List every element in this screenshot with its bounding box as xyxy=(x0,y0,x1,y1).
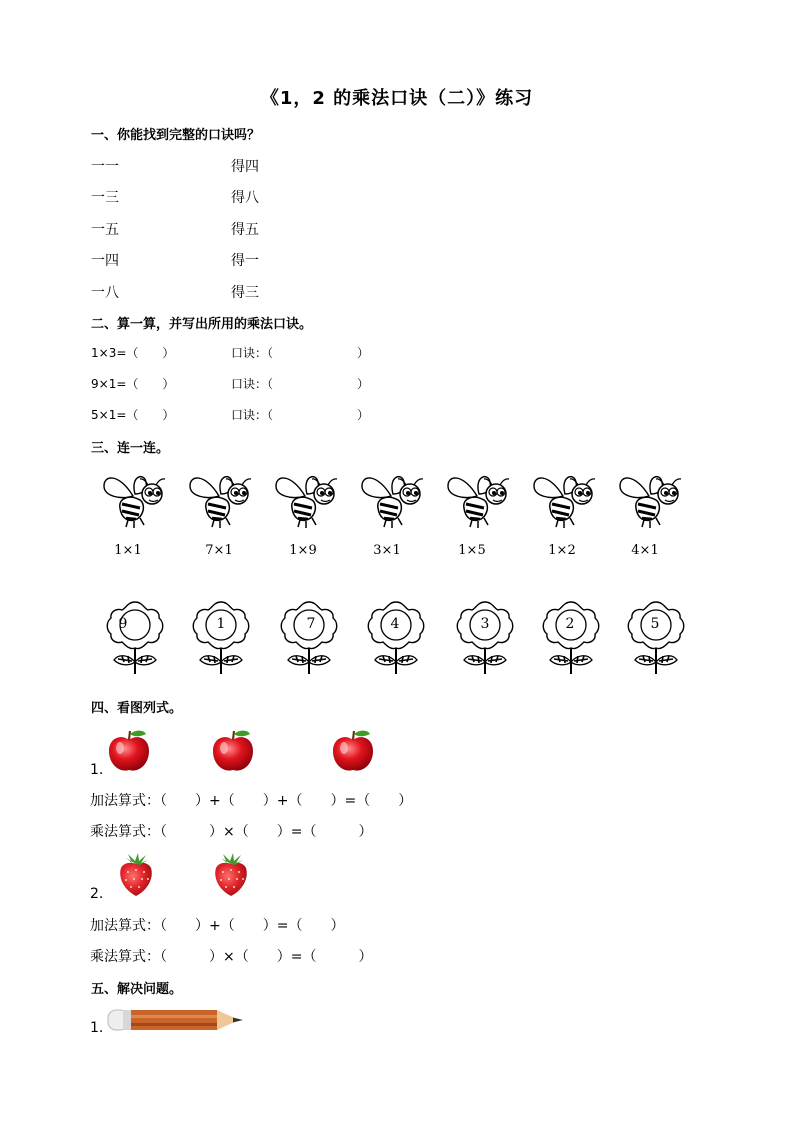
section-1-heading: 一、你能找到完整的口诀吗？ xyxy=(91,128,261,143)
section-3-heading: 三、连一连。 xyxy=(91,441,170,456)
section-2-heading: 二、算一算，并写出所用的乘法口诀。 xyxy=(91,317,313,332)
q1-left-2: 一三 xyxy=(91,190,119,206)
section-4-heading: 四、看图列式。 xyxy=(91,701,183,716)
bee-label-4: 3×1 xyxy=(373,543,401,558)
flower-icon xyxy=(188,598,254,676)
problem-5-1-number: 1. xyxy=(90,1020,104,1036)
page-title: 《1，2 的乘法口诀（二）》练习 xyxy=(260,88,534,109)
bee-icon xyxy=(358,470,428,532)
flower-number-4: 4 xyxy=(390,616,400,632)
q1-left-1: 一一 xyxy=(91,159,119,175)
q4-1-multiplication: 乘法算式：（ ）×（ ）=（ ） xyxy=(90,824,373,840)
problem-4-2-number: 2. xyxy=(90,886,104,902)
problem-4-1-number: 1. xyxy=(90,762,104,778)
bee-icon xyxy=(444,470,514,532)
pencil-icon xyxy=(107,1006,245,1034)
bee-icon xyxy=(616,470,686,532)
flower-icon xyxy=(538,598,604,676)
flower-icon xyxy=(452,598,518,676)
strawberry-icon xyxy=(211,852,251,898)
q1-right-4: 得一 xyxy=(231,253,259,269)
q1-right-2: 得八 xyxy=(231,190,259,206)
q1-left-4: 一四 xyxy=(91,253,119,269)
q2-rhyme-2: 口诀：（ ） xyxy=(231,377,370,391)
apple-icon xyxy=(210,728,256,774)
flower-number-5: 3 xyxy=(480,616,490,632)
q2-expr-1: 1×3=（ ） xyxy=(91,346,175,360)
q2-rhyme-1: 口诀：（ ） xyxy=(231,346,370,360)
flower-number-6: 2 xyxy=(565,616,575,632)
bee-icon xyxy=(530,470,600,532)
flower-number-3: 7 xyxy=(306,616,316,632)
bee-icon xyxy=(272,470,342,532)
q4-1-addition: 加法算式：（ ）+（ ）+（ ）=（ ） xyxy=(90,793,413,809)
q2-rhyme-3: 口诀：（ ） xyxy=(231,408,370,422)
q4-2-addition: 加法算式：（ ）+（ ）=（ ） xyxy=(90,918,345,934)
q1-right-5: 得三 xyxy=(231,285,259,301)
bee-label-5: 1×5 xyxy=(458,543,486,558)
bee-label-2: 7×1 xyxy=(205,543,233,558)
bee-label-1: 1×1 xyxy=(114,543,142,558)
flower-icon xyxy=(276,598,342,676)
q1-right-3: 得五 xyxy=(231,222,259,238)
q1-left-5: 一八 xyxy=(91,285,119,301)
strawberry-icon xyxy=(116,852,156,898)
q2-expr-3: 5×1=（ ） xyxy=(91,408,175,422)
bee-label-7: 4×1 xyxy=(631,543,659,558)
bee-label-3: 1×9 xyxy=(289,543,317,558)
flower-icon xyxy=(363,598,429,676)
apple-icon xyxy=(330,728,376,774)
bee-icon xyxy=(186,470,256,532)
q1-left-3: 一五 xyxy=(91,222,119,238)
section-5-heading: 五、解决问题。 xyxy=(91,982,183,997)
apple-icon xyxy=(106,728,152,774)
flower-number-7: 5 xyxy=(650,616,660,632)
bee-label-6: 1×2 xyxy=(548,543,576,558)
bee-icon xyxy=(100,470,170,532)
q4-2-multiplication: 乘法算式：（ ）×（ ）=（ ） xyxy=(90,949,373,965)
flower-icon xyxy=(102,598,168,676)
flower-icon xyxy=(623,598,689,676)
q1-right-1: 得四 xyxy=(231,159,259,175)
flower-number-2: 1 xyxy=(216,616,226,632)
flower-number-1: 9 xyxy=(118,616,128,632)
q2-expr-2: 9×1=（ ） xyxy=(91,377,175,391)
